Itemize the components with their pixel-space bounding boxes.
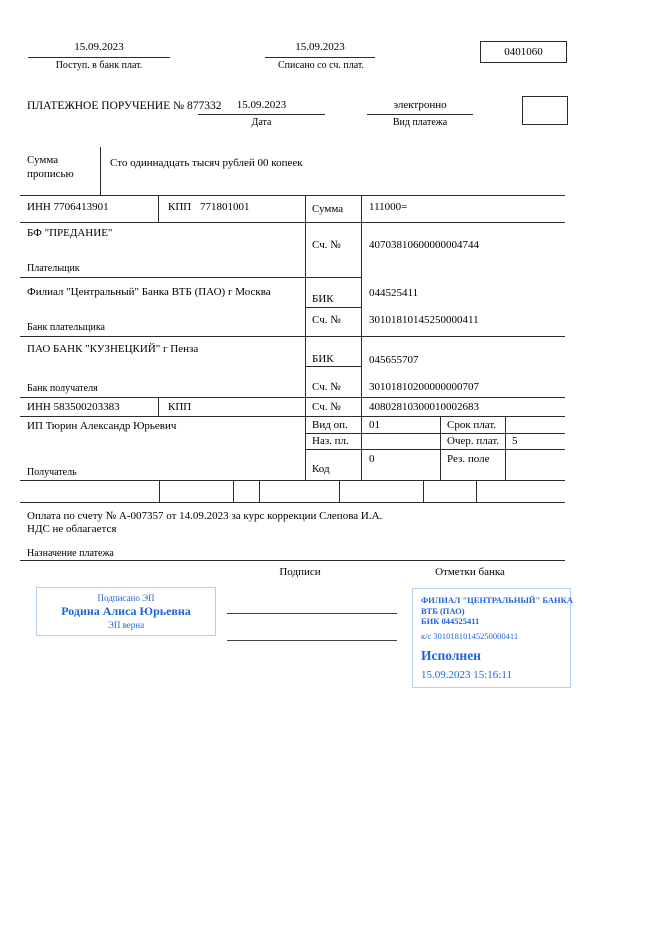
- esignature-name: Родина Алиса Юрьевна: [61, 604, 191, 618]
- payee-kpp-label: КПП: [168, 401, 192, 413]
- table-border: [305, 449, 565, 450]
- purpose-label: Назначение платежа: [27, 548, 114, 559]
- table-border: [305, 307, 362, 308]
- payee-bank-name: ПАО БАНК "КУЗНЕЦКИЙ" г Пенза: [27, 343, 199, 355]
- payee-inn: ИНН 583500203383: [27, 401, 120, 413]
- document-date-label: Дата: [251, 117, 272, 128]
- payment-kind: электронно: [393, 99, 447, 111]
- ocher-plat-value: 5: [512, 435, 518, 447]
- payer-bank-account: 30101810145250000411: [369, 314, 479, 326]
- payer-kpp: 771801001: [200, 201, 250, 213]
- table-border: [305, 195, 306, 480]
- payer-kpp-label: КПП: [168, 201, 192, 213]
- payment-kind-label: Вид платежа: [392, 117, 448, 128]
- amount-words-label-2: прописью: [27, 168, 74, 180]
- payer-name: БФ "ПРЕДАНИЕ": [27, 227, 113, 239]
- debited-date-field: [265, 41, 375, 58]
- stamp-datetime: 15.09.2023 15:16:11: [421, 669, 512, 681]
- form-code-box: 0401060: [480, 41, 567, 63]
- empty-code-box: [522, 96, 568, 125]
- payee-bank-label: Банк получателя: [27, 383, 98, 394]
- payee-bank-bik-label: БИК: [312, 353, 334, 365]
- payee-name: ИП Тюрин Александр Юрьевич: [27, 420, 177, 432]
- ocher-plat-label: Очер. плат.: [447, 435, 500, 447]
- amount-words-label-1: Сумма: [27, 154, 59, 166]
- table-border: [440, 416, 441, 480]
- payment-kind-field: [367, 99, 473, 115]
- debited-date-label: Списано со сч. плат.: [277, 60, 365, 71]
- table-border: [20, 502, 565, 503]
- payer-account-label: Сч. №: [312, 239, 341, 251]
- sum-value: 111000=: [369, 201, 408, 213]
- table-border: [20, 277, 362, 278]
- srok-plat-label: Срок плат.: [447, 419, 497, 431]
- payer-bank-label: Банк плательщика: [27, 322, 105, 333]
- table-border: [159, 480, 160, 502]
- document-date: 15.09.2023: [236, 99, 287, 111]
- received-date: 15.09.2023: [74, 41, 124, 53]
- esignature-note: ЭП верна: [107, 620, 145, 630]
- purpose-line-1: Оплата по счету № А-007357 от 14.09.2023 за курс коррекции Слепова И.А.: [27, 510, 383, 522]
- payee-bank-account-label: Сч. №: [312, 381, 341, 393]
- signature-line: [227, 640, 397, 641]
- table-border: [20, 397, 565, 398]
- payer-bank-account-label: Сч. №: [312, 314, 341, 326]
- document-date-field: [198, 99, 325, 115]
- payee-account-label: Сч. №: [312, 401, 341, 413]
- debited-date: 15.09.2023: [295, 41, 345, 53]
- table-border: [20, 222, 565, 223]
- payee-account: 40802810300010002683: [369, 401, 479, 413]
- table-border: [476, 480, 477, 502]
- payer-bank-name: Филиал "Центральный" Банка ВТБ (ПАО) г Москва: [27, 286, 271, 298]
- payee-bank-account: 30101810200000000707: [369, 381, 479, 393]
- bank-marks-label: Отметки банка: [435, 566, 505, 578]
- payer-bank-bik-label: БИК: [312, 293, 334, 305]
- payee-label: Получатель: [27, 467, 77, 478]
- vid-op-label: Вид оп.: [312, 419, 348, 431]
- table-border: [20, 336, 565, 337]
- amount-words-divider: [100, 147, 101, 195]
- stamp-status: Исполнен: [421, 648, 481, 663]
- table-border: [361, 195, 362, 480]
- table-border: [20, 480, 565, 481]
- kod-value: 0: [369, 453, 375, 465]
- signatures-label: Подписи: [279, 566, 321, 578]
- esignature-stamp: [36, 587, 216, 636]
- amount-words-value: Сто одиннадцать тысяч рублей 00 копеек: [110, 157, 303, 169]
- purpose-underline: [20, 560, 565, 561]
- payer-label: Плательщик: [27, 263, 80, 274]
- signature-line: [227, 613, 397, 614]
- stamp-corr-account: к/с 30101810145250000411: [421, 630, 519, 641]
- stamp-bank-name-line-2: ВТБ (ПАО): [421, 605, 465, 616]
- purpose-line-2: НДС не облагается: [27, 523, 117, 535]
- table-border: [20, 416, 565, 417]
- document-title: ПЛАТЕЖНОЕ ПОРУЧЕНИЕ № 877332: [27, 100, 222, 112]
- table-border: [305, 433, 565, 434]
- table-border: [20, 195, 565, 196]
- table-border: [233, 480, 234, 502]
- rez-pole-label: Рез. поле: [447, 453, 490, 465]
- table-border: [339, 480, 340, 502]
- table-border: [158, 195, 159, 222]
- bank-execution-stamp: [412, 588, 571, 688]
- stamp-bank-name-line-1: ФИЛИАЛ "ЦЕНТРАЛЬНЫЙ" БАНКА: [421, 595, 573, 605]
- table-border: [305, 366, 362, 367]
- esignature-title: Подписано ЭП: [97, 593, 155, 603]
- received-date-label: Поступ. в банк плат.: [55, 60, 143, 71]
- table-border: [505, 416, 506, 480]
- naz-pl-label: Наз. пл.: [312, 435, 349, 447]
- payee-bank-bik: 045655707: [369, 354, 419, 366]
- sum-label: Сумма: [312, 203, 344, 215]
- payer-bank-bik: 044525411: [369, 287, 419, 299]
- vid-op-value: 01: [369, 419, 380, 431]
- table-border: [158, 397, 159, 416]
- payer-inn: ИНН 7706413901: [27, 201, 109, 213]
- kod-label: Код: [312, 463, 330, 475]
- payer-account: 40703810600000004744: [369, 239, 479, 251]
- received-date-field: [28, 41, 170, 58]
- table-border: [259, 480, 260, 502]
- stamp-bik: БИК 044525411: [421, 616, 480, 626]
- table-border: [423, 480, 424, 502]
